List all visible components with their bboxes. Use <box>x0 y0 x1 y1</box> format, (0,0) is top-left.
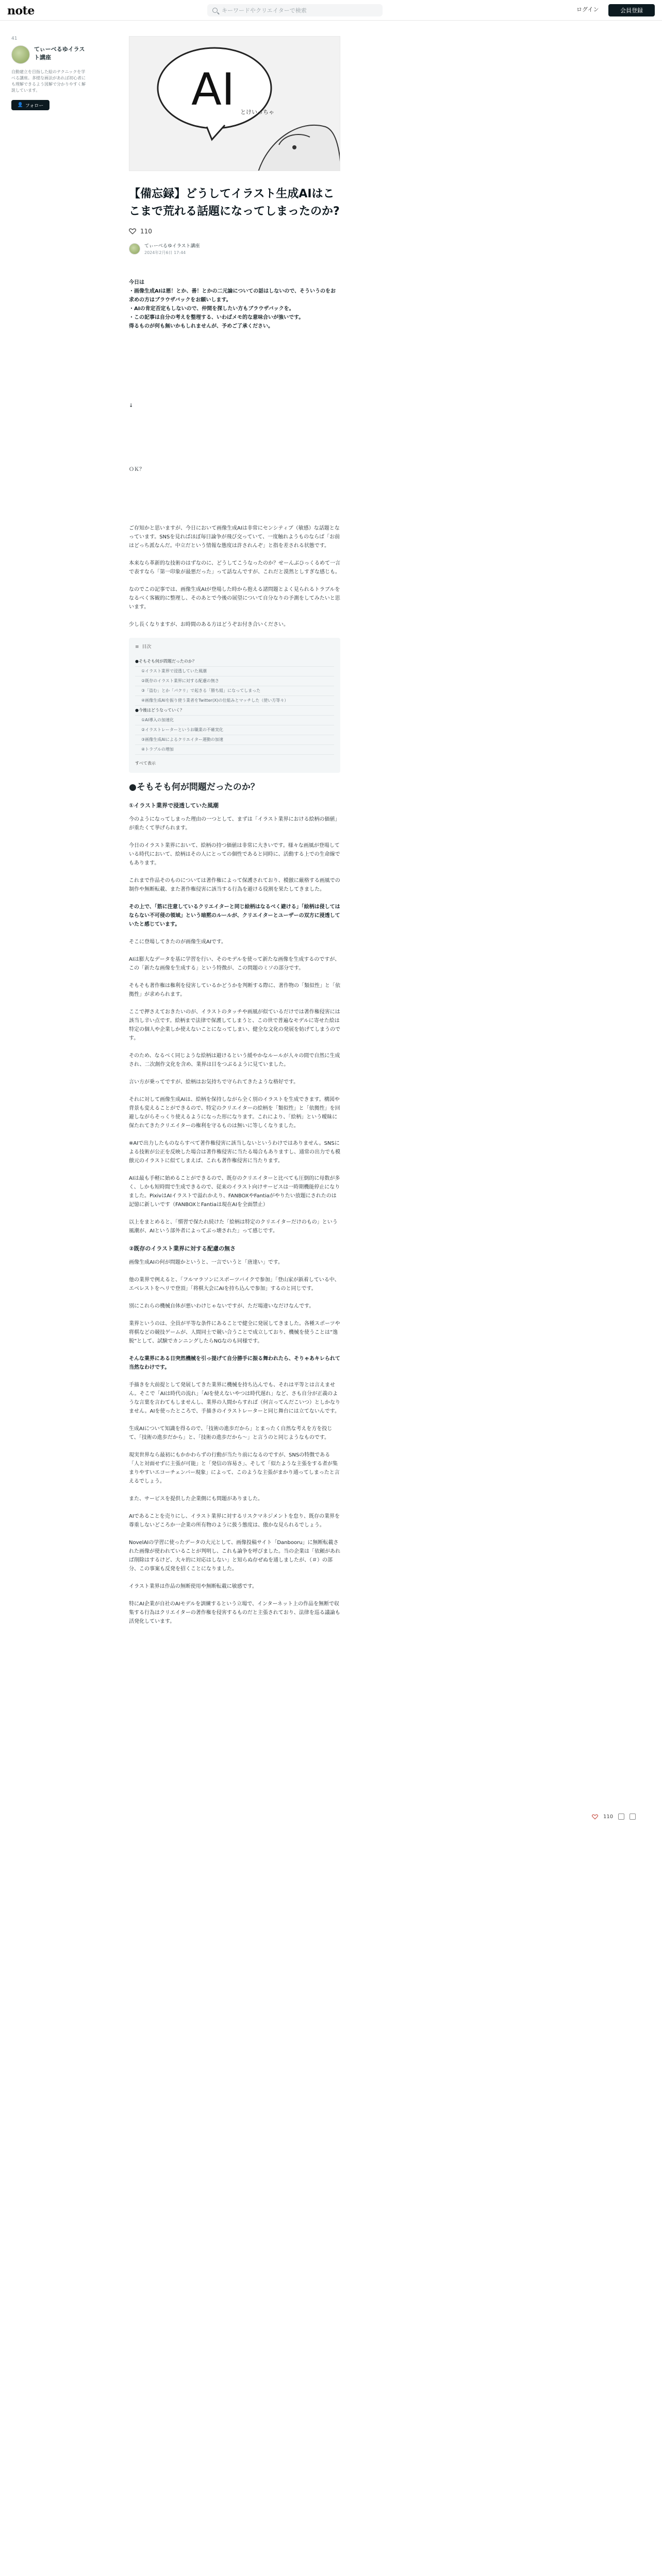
paragraph: その上で、「筋に注意しているクリエイターと同じ絵柄はなるべく避ける」「絵柄は侵してはならない不可侵の領域」という暗黙のルールが、クリエイターとユーザーの双方に浸透していたと感じています。 <box>129 904 340 927</box>
author-name[interactable]: てぃーべるゆイラスト講座 <box>34 46 85 61</box>
heart-icon[interactable] <box>129 228 136 234</box>
intro-line: ・AIの肯定否定もしないので、仲間を探したい方もブラウザバックを。 <box>129 306 294 312</box>
follow-label: フォロー <box>25 103 44 109</box>
paragraph: ここで押さえておきたいのが、イラストのタッチや画風が似ているだけでは著作権侵害には該当し辛い点です。絵柄まで法律で保護してしまうと、この世で普遍なモデルに寄せた絵は特定の個人や企業しか使えないことになってしまい、健全な文化の発展を妨げてしまうのです。 <box>129 1009 340 1041</box>
like-row[interactable] <box>129 228 418 235</box>
toc-item[interactable]: ④画像生成AIを振り使う業者をTwitter(X)の仕組みとマッチした（使い方等々） <box>135 696 334 706</box>
paragraph: 業界というのは、全員が平等な条件にあることで健全に発展してきました。各種スポーツや将棋などの競技ゲームが、人間同士で競い合うことで成立しており、機械を使うことは”逸脱”として、試験でカンニングしたらNGなのも同様です。 <box>129 1321 340 1344</box>
author-sidebar <box>11 36 89 110</box>
arrow-text: ↓ <box>129 403 134 409</box>
paragraph: それに対して画像生成AIは、絵柄を保持しながら全く別のイラストを生成できます。構図や背景も変えることができるので、特定のクリエイターの絵柄を「類似性」と「依拠性」を回避しながらそっくり使えるようになった形になります。これにより、「絵柄」という曖昧に保たれてきたクリエイターの権利を守るものは無いに等しくなりました。 <box>129 1097 340 1129</box>
paragraph: ※AIで出力したものならすべて著作権侵害に該当しないというわけではありません。SNSによる技術が公正を反映した場合は著作権侵害に当たる場合もありますし、通常の出力でも模倣元のイラストに似てしまえば、これも著作権侵害に当たります。 <box>129 1141 340 1164</box>
paragraph: NovelAIの学習に使ったデータの大元として、画像投稿サイト「Danbooru」に無断転載された画像が使われていることが判明し、これも論争を呼びました。当の企業は「依頼があれば削除はするけど、大々的に対応はしない」と知らぬ存ぜぬを通しましたが、（＃）の部分、この事案も反発を招くことになりました。 <box>129 1540 340 1572</box>
intro-line: ・この記事は自分の考えを整理する、いわばメモ的な意味合いが強いです。 <box>129 315 304 320</box>
floating-actions <box>592 1814 636 1820</box>
toc-item[interactable]: ②既存のイラスト業界に対する配慮の無さ <box>135 676 334 686</box>
hero-illustration <box>129 37 340 171</box>
signup-button[interactable]: 会員登録 <box>608 4 655 16</box>
paragraph: ご存知かと思いますが、今日において画像生成AIは非常にセンシティブ（敏感）な話題となっています。SNSを見ればほぼ毎日論争が飛び交っていて、一度触れようものならば「お前はどっち派なんだ。中立だという情報な態度は許されんぞ」と指を差される状態です。 <box>129 526 340 549</box>
toc-item[interactable]: ●今後はどうなっていく？ <box>135 706 334 716</box>
toc-item[interactable]: ①イラスト業界で浸透していた風潮 <box>135 667 334 676</box>
paragraph: 他の業界で例えると、「フルマラソンにスポーツバイクで参加」「登山家が鋲着している中、エベレストをヘリで登頂」「将棋大会にAIを持ち込んで参加」するのと同じです。 <box>129 1277 340 1292</box>
paragraph: 現実世界なら最初にもかかわらずの行動が当たり前になるのですが、SNSの特徴である「人と対面せずに主張が可能」と「発信の容易さ」、そして「似たような主張をする者が集まりやすいエコーチェンバー現象」によって、このような主張がまかり通ってしまったと言えるでしょう。 <box>129 1452 340 1484</box>
article-title: 【備忘録】どうしてイラスト生成AIはここまで荒れる話題になってしまったのか? <box>129 188 340 218</box>
spacer <box>129 483 340 524</box>
paragraph: 今日のイラスト業界において、絵柄の持つ価値は非常に大きいです。様々な画風が登場している時代において、絵柄はその人にとっての個性であると同時に、活動する上での生命線でもあります。 <box>129 843 340 866</box>
paragraph: 生成AIについて知識を得るので、「技術の進歩だから」とまったく自然な考えを方を投じて、「技術の進歩だから」と、「技術の進歩だから〜」と言うのと同じようなものです。 <box>129 1426 333 1440</box>
paragraph: AIは膨大なデータを基に学習を行い、そのモデルを使って新たな画像を生成するのですが、この「新たな画像を生成する」という特徴が、この問題のミソの部分です。 <box>129 957 340 971</box>
author-description: 自動建立を目指した絵のテクニックを学べる講座。多様な画法があれば初心者にも理解できるよう図解で分かりやすく解説しています。 <box>11 70 86 93</box>
note-logo[interactable]: note <box>7 4 35 18</box>
intro-line: 得るものが何も無いかもしれませんが、予めご了承ください。 <box>129 324 273 329</box>
hero-subtext: とけいっちゃ <box>240 109 274 115</box>
paragraph: また、サービスを提供した企業側にも問題がありました。 <box>129 1496 263 1502</box>
paragraph: なのでこの記事では、画像生成AIが登場した時から抱える諸問題とよく見られるトラブルをなるべく客観的に整理し、そのあとで今後の展望について自分なりの予測をしてみたいと思います。 <box>129 587 340 610</box>
paragraph: 特にAI企業が自社のAIモデルを訓練するという立場で、インターネット上の作品を無断で収集する行為はクリエイターの著作権を侵害するものだと主張されており、法律を巡る議論も活発化しています。 <box>129 1601 340 1624</box>
toc-item[interactable]: ④トラブルの増加 <box>135 745 334 755</box>
author-row[interactable] <box>11 45 89 64</box>
search-input[interactable] <box>222 7 376 14</box>
hero-text: AI <box>191 64 235 115</box>
intro-block <box>129 278 340 331</box>
paragraph: 画像生成AIの何が問題かというと、一言でいうと「唐達い」です。 <box>129 1260 283 1265</box>
section-heading: ●そもそも何が問題だったのか？ <box>129 782 259 792</box>
byline-name[interactable]: てぃーべるゆイラスト講座 <box>144 244 200 249</box>
intro-line: ・画像生成AIは悪！とか、善！とかの二元論についての話はしないので、そういうのをお求めの方はブラウザバックをお願いします。 <box>129 289 336 303</box>
toc-item[interactable]: ③「盗む」とか「パクリ」で起きる「勝ち組」になってしまった <box>135 686 334 696</box>
login-button[interactable]: ログイン <box>576 6 599 13</box>
paragraph: これまで作品そのものについては著作権によって保護されており、模倣に厳格する画風での制作や無断転載、また著作権侵害に該当する行為を避ける役割を果たしてきました。 <box>129 878 340 892</box>
list-icon: ≡ <box>135 645 139 650</box>
sidebar-count: 41 <box>11 36 18 41</box>
paragraph: 今のようになってしまった理由の一つとして、まずは「イラスト業界における絵柄の価値」が重たくて挙げられます。 <box>129 817 340 831</box>
ok-text: ＯＫ？ <box>129 467 144 472</box>
toc-title: 目次 <box>142 645 152 650</box>
toc-show-all[interactable]: すべて表示 <box>135 761 156 766</box>
paragraph: AIであることを売りにし、イラスト業界に対するリスクマネジメントを怠り、既存の業界を尊重しないどころか一企業の所有物のように扱う態度は、傲かな見られるでしょう。 <box>129 1514 340 1528</box>
toc-item[interactable]: ●そもそも何が問題だったのか？ <box>135 657 334 667</box>
paragraph: 別にこれらの機械自体が悪いわけじゃないですが、ただ場違いなだけなんです。 <box>129 1303 315 1309</box>
paragraph: 少し長くなりますが、お時間のある方はどうぞお付き合いください。 <box>129 622 289 628</box>
paragraph: 本来なら革新的な技術のはずなのに、どうしてこうなったのか？せーんぶひっくるめて一言で表すなら「第一印象が最悪だった」って話なんですが、これだと漠然としすぎな感じも。 <box>129 561 340 575</box>
like-count: 110 <box>140 228 152 235</box>
paragraph: 言い方が乗ってですが、絵柄はお気持ちで守られてきたような格好です。 <box>129 1079 299 1085</box>
paragraph: 以上をまとめると、「慣習で保たれ続けた「絵柄は特定のクリエイターだけのもの」という風潮が、AIという部外者によってぶっ壊された」って感じです。 <box>129 1219 338 1234</box>
paragraph: そもそも著作権は権利を侵害しているかどうかを判断する際に、著作物の「類似性」と「依拠性」が求められます。 <box>129 983 340 997</box>
spacer <box>129 419 340 465</box>
toc-item[interactable]: ③画像生成AIによるクリエイター運動の加速 <box>135 735 334 745</box>
article-main <box>129 36 418 1635</box>
paragraph: そんな業界にある日突然機械を引っ提げて自分勝手に振る舞われたら、そりゃあキレられて当然なわけです。 <box>129 1356 340 1370</box>
paragraph: 手描きを大前提として発展してきた業界に機械を持ち込んでも、それは平等とは言えません。そこで「AIは時代の流れ」「AIを使えないやつは時代遅れ」など、さも自分が正義のような言葉を言わてもしませんし、業界の人間からすれば（何言ってんだこいつ）としかなりません。AIを使ったところで、手描きのイラストレーターと同じ舞台には立てないんです。 <box>129 1382 340 1414</box>
paragraph: そこに登場してきたのが画像生成AIです。 <box>129 939 226 945</box>
hero-image <box>129 36 340 171</box>
top-header <box>0 0 662 21</box>
toc-header[interactable] <box>135 643 334 652</box>
spacer <box>129 340 340 401</box>
toc-item[interactable]: ①AI導入の加速化 <box>135 716 334 725</box>
byline[interactable] <box>129 242 418 256</box>
person-plus-icon: 👤 <box>17 103 23 108</box>
subsection-heading: ②既存のイラスト業界に対する配慮の無さ <box>129 1245 236 1252</box>
article-body <box>129 278 340 1626</box>
comment-icon[interactable] <box>618 1814 624 1820</box>
subsection-heading: ①イラスト業界で浸透していた風潮 <box>129 802 219 809</box>
intro-line: 今日は <box>129 280 144 285</box>
byline-avatar[interactable] <box>129 243 140 255</box>
byline-date: 2024年2月6日 17:44 <box>144 250 186 255</box>
search-box[interactable] <box>207 4 383 16</box>
share-icon[interactable] <box>630 1814 636 1820</box>
avatar[interactable] <box>11 45 30 64</box>
paragraph: AIは最も手軽に始めることができるので、既存のクリエイターと比べても圧倒的に母数が多く、しかも短時間で生成できるので、従来のイラスト向けサービスは一時期機能停止になりました。PixivはAIイラストで溢れかえり、FANBOXやFantiaがやりたい放題にされたのは記憶に新しいです（FANBOXとFantiaは現在AIを全面禁止） <box>129 1176 340 1208</box>
toc-item[interactable]: ②イラストレーターというお職業の不確実化 <box>135 725 334 735</box>
paragraph: そのため、なるべく同じような絵柄は避けるという緩やかなルールが人々の間で自然に生成され、二次創作文化を含め、業界は目をつぶるように見ていました。 <box>129 1053 340 1067</box>
follow-button[interactable] <box>11 100 49 110</box>
paragraph: イラスト業界は作品の無断使用や無断転載に敏感です。 <box>129 1584 257 1589</box>
search-icon <box>212 8 218 13</box>
table-of-contents <box>129 638 340 773</box>
float-like-count: 110 <box>603 1814 614 1820</box>
float-heart-icon[interactable] <box>592 1814 598 1820</box>
